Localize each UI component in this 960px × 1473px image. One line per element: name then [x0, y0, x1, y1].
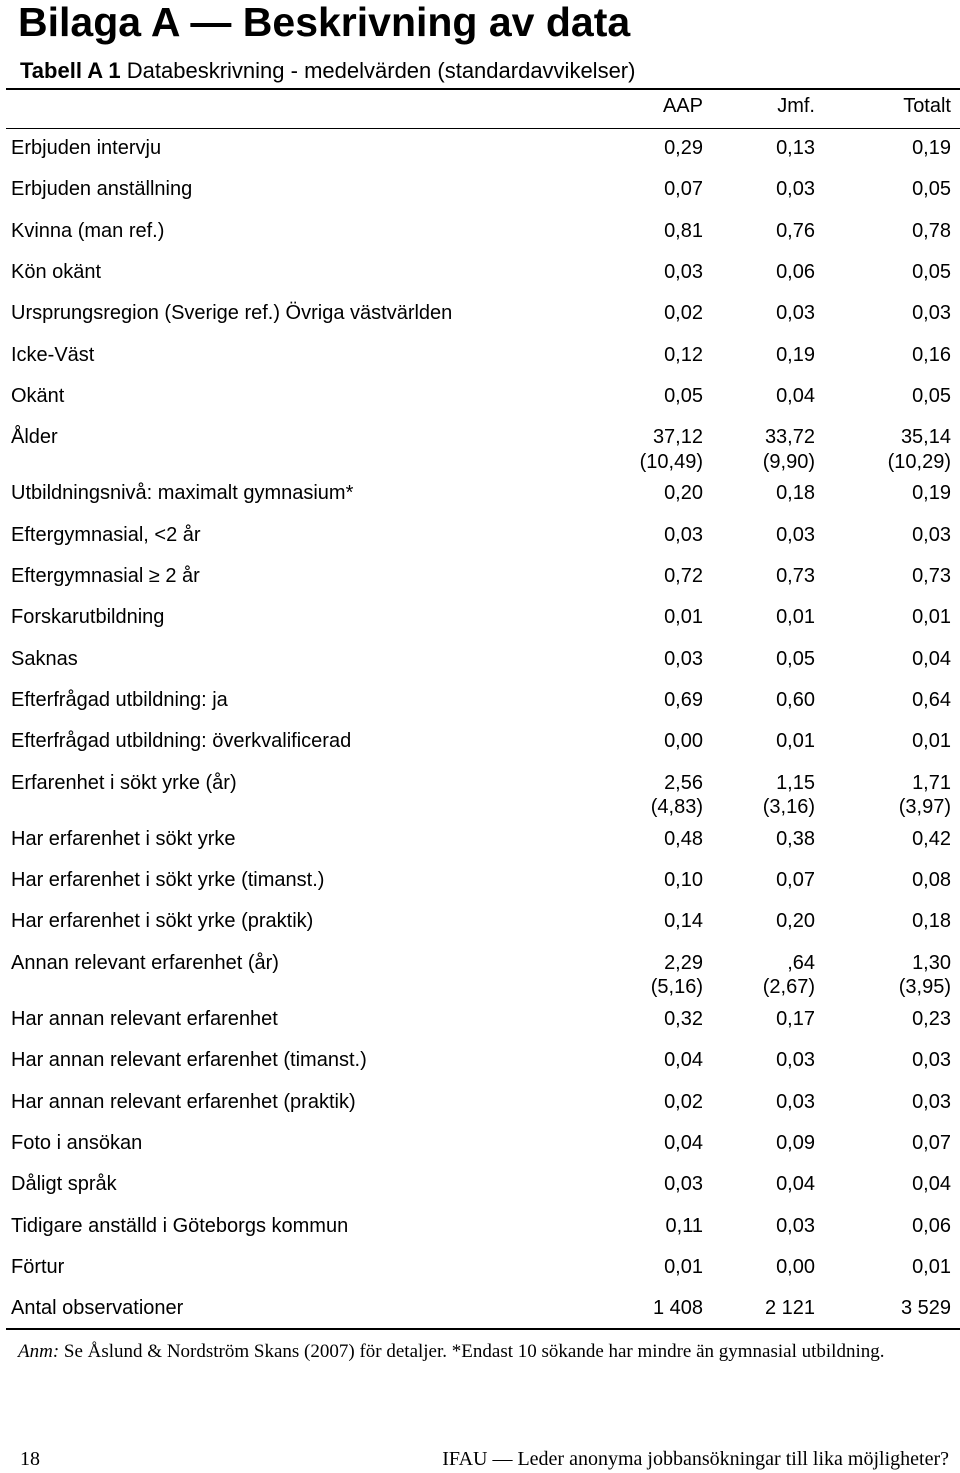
row-label: Har erfarenhet i sökt yrke (timanst.) [11, 869, 325, 892]
row-label: Kvinna (man ref.) [11, 219, 165, 242]
cell-value: 0,29 [664, 137, 703, 159]
row-label: Saknas [11, 647, 78, 670]
cell-std-dev: (10,49) [639, 450, 703, 473]
cell-value: 0,08 [912, 869, 951, 892]
cell-value: 0,04 [664, 1049, 703, 1072]
row-label: Ålder [11, 426, 58, 449]
cell-value: 33,72 [764, 426, 815, 449]
cell-value: 0,14 [664, 910, 703, 933]
cell-value: 1,30 [912, 951, 951, 974]
running-title: IFAU — Leder anonyma jobbansökningar till lika möjligheter? [442, 1448, 949, 1470]
cell-value: 0,03 [912, 1090, 951, 1113]
column-header-aap: AAP [662, 95, 703, 117]
cell-value: 0,73 [912, 565, 951, 587]
cell-value: 0,01 [664, 1255, 703, 1278]
cell-value: 0,19 [912, 137, 951, 159]
cell-value: 0,42 [912, 827, 951, 850]
cell-value: 0,78 [912, 219, 951, 242]
cell-value: 0,76 [776, 219, 815, 242]
cell-std-dev: (9,90) [762, 450, 815, 473]
cell-value: 0,07 [776, 869, 815, 892]
cell-value: 0,02 [664, 1090, 703, 1113]
cell-value: 0,01 [664, 606, 703, 629]
row-label: Har annan relevant erfarenhet (praktik) [11, 1090, 356, 1113]
row-label: Förtur [11, 1255, 65, 1278]
row-label: Efterfrågad utbildning: ja [11, 688, 228, 711]
cell-value: 1,71 [912, 771, 951, 794]
cell-value: 0,04 [776, 1173, 815, 1196]
cell-value: 0,17 [776, 1008, 815, 1030]
cell-value: 0,05 [912, 260, 951, 283]
page-heading: Bilaga A — Beskrivning av data [18, 0, 631, 45]
cell-value: 0,04 [912, 647, 951, 670]
cell-value: 0,04 [776, 384, 815, 407]
cell-value: 0,01 [776, 606, 815, 629]
table-caption-label: Tabell A 1 [20, 58, 121, 83]
cell-value: 0,01 [912, 730, 951, 753]
cell-value: 0,03 [776, 1049, 815, 1072]
cell-value: 0,01 [912, 1255, 951, 1278]
row-label: Okänt [11, 384, 65, 407]
cell-value: 0,03 [776, 1090, 815, 1113]
cell-value: 0,03 [776, 178, 815, 201]
cell-value: 0,03 [776, 1214, 815, 1237]
row-label: Utbildningsnivå: maximalt gymnasium* [11, 482, 354, 505]
cell-value: 0,05 [912, 178, 951, 201]
cell-value: 0,04 [912, 1173, 951, 1196]
cell-value: 0,05 [776, 647, 815, 670]
row-label: Har erfarenhet i sökt yrke [11, 827, 236, 850]
cell-value: 0,18 [912, 910, 951, 933]
row-label: Annan relevant erfarenhet (år) [11, 951, 279, 974]
cell-value: 2 121 [764, 1297, 815, 1320]
cell-value: 0,19 [912, 482, 951, 505]
cell-value: 0,05 [664, 384, 703, 407]
table-note [18, 1339, 918, 1364]
cell-value: 0,09 [776, 1131, 815, 1154]
cell-value: 2,29 [664, 951, 703, 974]
cell-value: 0,03 [776, 302, 815, 325]
row-label: Ursprungsregion (Sverige ref.) Övriga västvärlden [11, 302, 453, 325]
cell-std-dev: (5,16) [650, 976, 703, 999]
cell-value: 0,00 [664, 730, 703, 753]
table-top-rule [6, 88, 960, 90]
cell-value: 0,07 [912, 1131, 951, 1154]
cell-value: 0,64 [912, 688, 951, 711]
cell-value: 37,12 [652, 426, 703, 449]
cell-value: 0,19 [776, 343, 815, 366]
cell-value: 0,03 [776, 523, 815, 546]
cell-value: 0,72 [664, 565, 703, 587]
cell-value: 0,13 [776, 137, 815, 159]
cell-value: 0,12 [664, 343, 703, 366]
cell-value: 0,06 [912, 1214, 951, 1237]
cell-value: 0,04 [664, 1131, 703, 1154]
cell-std-dev: (3,97) [898, 796, 951, 818]
row-label: Har annan relevant erfarenhet [11, 1008, 278, 1030]
row-label: Antal observationer [11, 1297, 184, 1320]
table-header-rule [6, 128, 960, 129]
table-caption-text: Databeskrivning - medelvärden (standardavvikelser) [126, 58, 636, 83]
cell-std-dev: (2,67) [762, 976, 815, 999]
cell-value: 0,18 [776, 482, 815, 505]
table-note-text: Se Åslund & Nordström Skans (2007) för detaljer. *Endast 10 sökande har mindre än gymnasial utbildning. [59, 1341, 885, 1362]
cell-value: 0,05 [912, 384, 951, 407]
cell-value: 0,69 [664, 688, 703, 711]
row-label: Foto i ansökan [11, 1131, 143, 1154]
cell-value: 0,01 [776, 730, 815, 753]
cell-value: 0,20 [664, 482, 703, 505]
cell-value: 0,81 [664, 219, 703, 242]
cell-value: ,64 [787, 951, 815, 974]
row-label: Erfarenhet i sökt yrke (år) [11, 771, 237, 794]
row-label: Eftergymnasial, <2 år [11, 523, 201, 546]
row-label: Erbjuden intervju [11, 137, 162, 159]
cell-value: 0,06 [776, 260, 815, 283]
column-header-jmf: Jmf. [777, 95, 815, 117]
cell-value: 0,02 [664, 302, 703, 325]
cell-value: 0,48 [664, 827, 703, 850]
cell-std-dev: (4,83) [650, 796, 703, 818]
cell-value: 0,00 [776, 1255, 815, 1278]
row-label: Erbjuden anställning [11, 178, 193, 201]
row-label: Eftergymnasial ≥ 2 år [11, 565, 200, 587]
cell-value: 0,20 [776, 910, 815, 933]
cell-value: 1 408 [652, 1297, 703, 1320]
cell-value: 0,38 [776, 827, 815, 850]
cell-value: 0,32 [664, 1008, 703, 1030]
row-label: Forskarutbildning [11, 606, 165, 629]
cell-value: 0,11 [665, 1214, 703, 1237]
cell-value: 0,03 [912, 1049, 951, 1072]
cell-value: 0,10 [664, 869, 703, 892]
column-header-totalt: Totalt [903, 95, 951, 117]
row-label: Efterfrågad utbildning: överkvalificerad [11, 730, 352, 753]
cell-value: 0,60 [776, 688, 815, 711]
cell-value: 0,07 [664, 178, 703, 201]
table-bottom-rule [6, 1328, 960, 1330]
cell-value: 2,56 [664, 771, 703, 794]
cell-value: 0,23 [912, 1008, 951, 1030]
row-label: Kön okänt [11, 260, 102, 283]
cell-value: 0,03 [664, 260, 703, 283]
cell-value: 0,03 [664, 1173, 703, 1196]
page-number: 18 [20, 1448, 40, 1470]
table-note-label: Anm: [18, 1341, 60, 1362]
row-label: Dåligt språk [11, 1173, 117, 1196]
cell-value: 35,14 [900, 426, 951, 449]
table-caption [20, 57, 635, 85]
cell-value: 0,01 [912, 606, 951, 629]
cell-std-dev: (10,29) [887, 450, 951, 473]
cell-value: 0,16 [912, 343, 951, 366]
cell-std-dev: (3,16) [762, 796, 815, 818]
cell-std-dev: (3,95) [898, 976, 951, 999]
cell-value: 0,03 [664, 523, 703, 546]
row-label: Har annan relevant erfarenhet (timanst.) [11, 1049, 367, 1072]
cell-value: 0,03 [912, 302, 951, 325]
cell-value: 0,03 [664, 647, 703, 670]
row-label: Tidigare anställd i Göteborgs kommun [11, 1214, 349, 1237]
cell-value: 1,15 [776, 771, 815, 794]
cell-value: 0,73 [776, 565, 815, 587]
row-label: Har erfarenhet i sökt yrke (praktik) [11, 910, 314, 933]
cell-value: 3 529 [900, 1297, 951, 1320]
row-label: Icke-Väst [11, 343, 95, 366]
cell-value: 0,03 [912, 523, 951, 546]
